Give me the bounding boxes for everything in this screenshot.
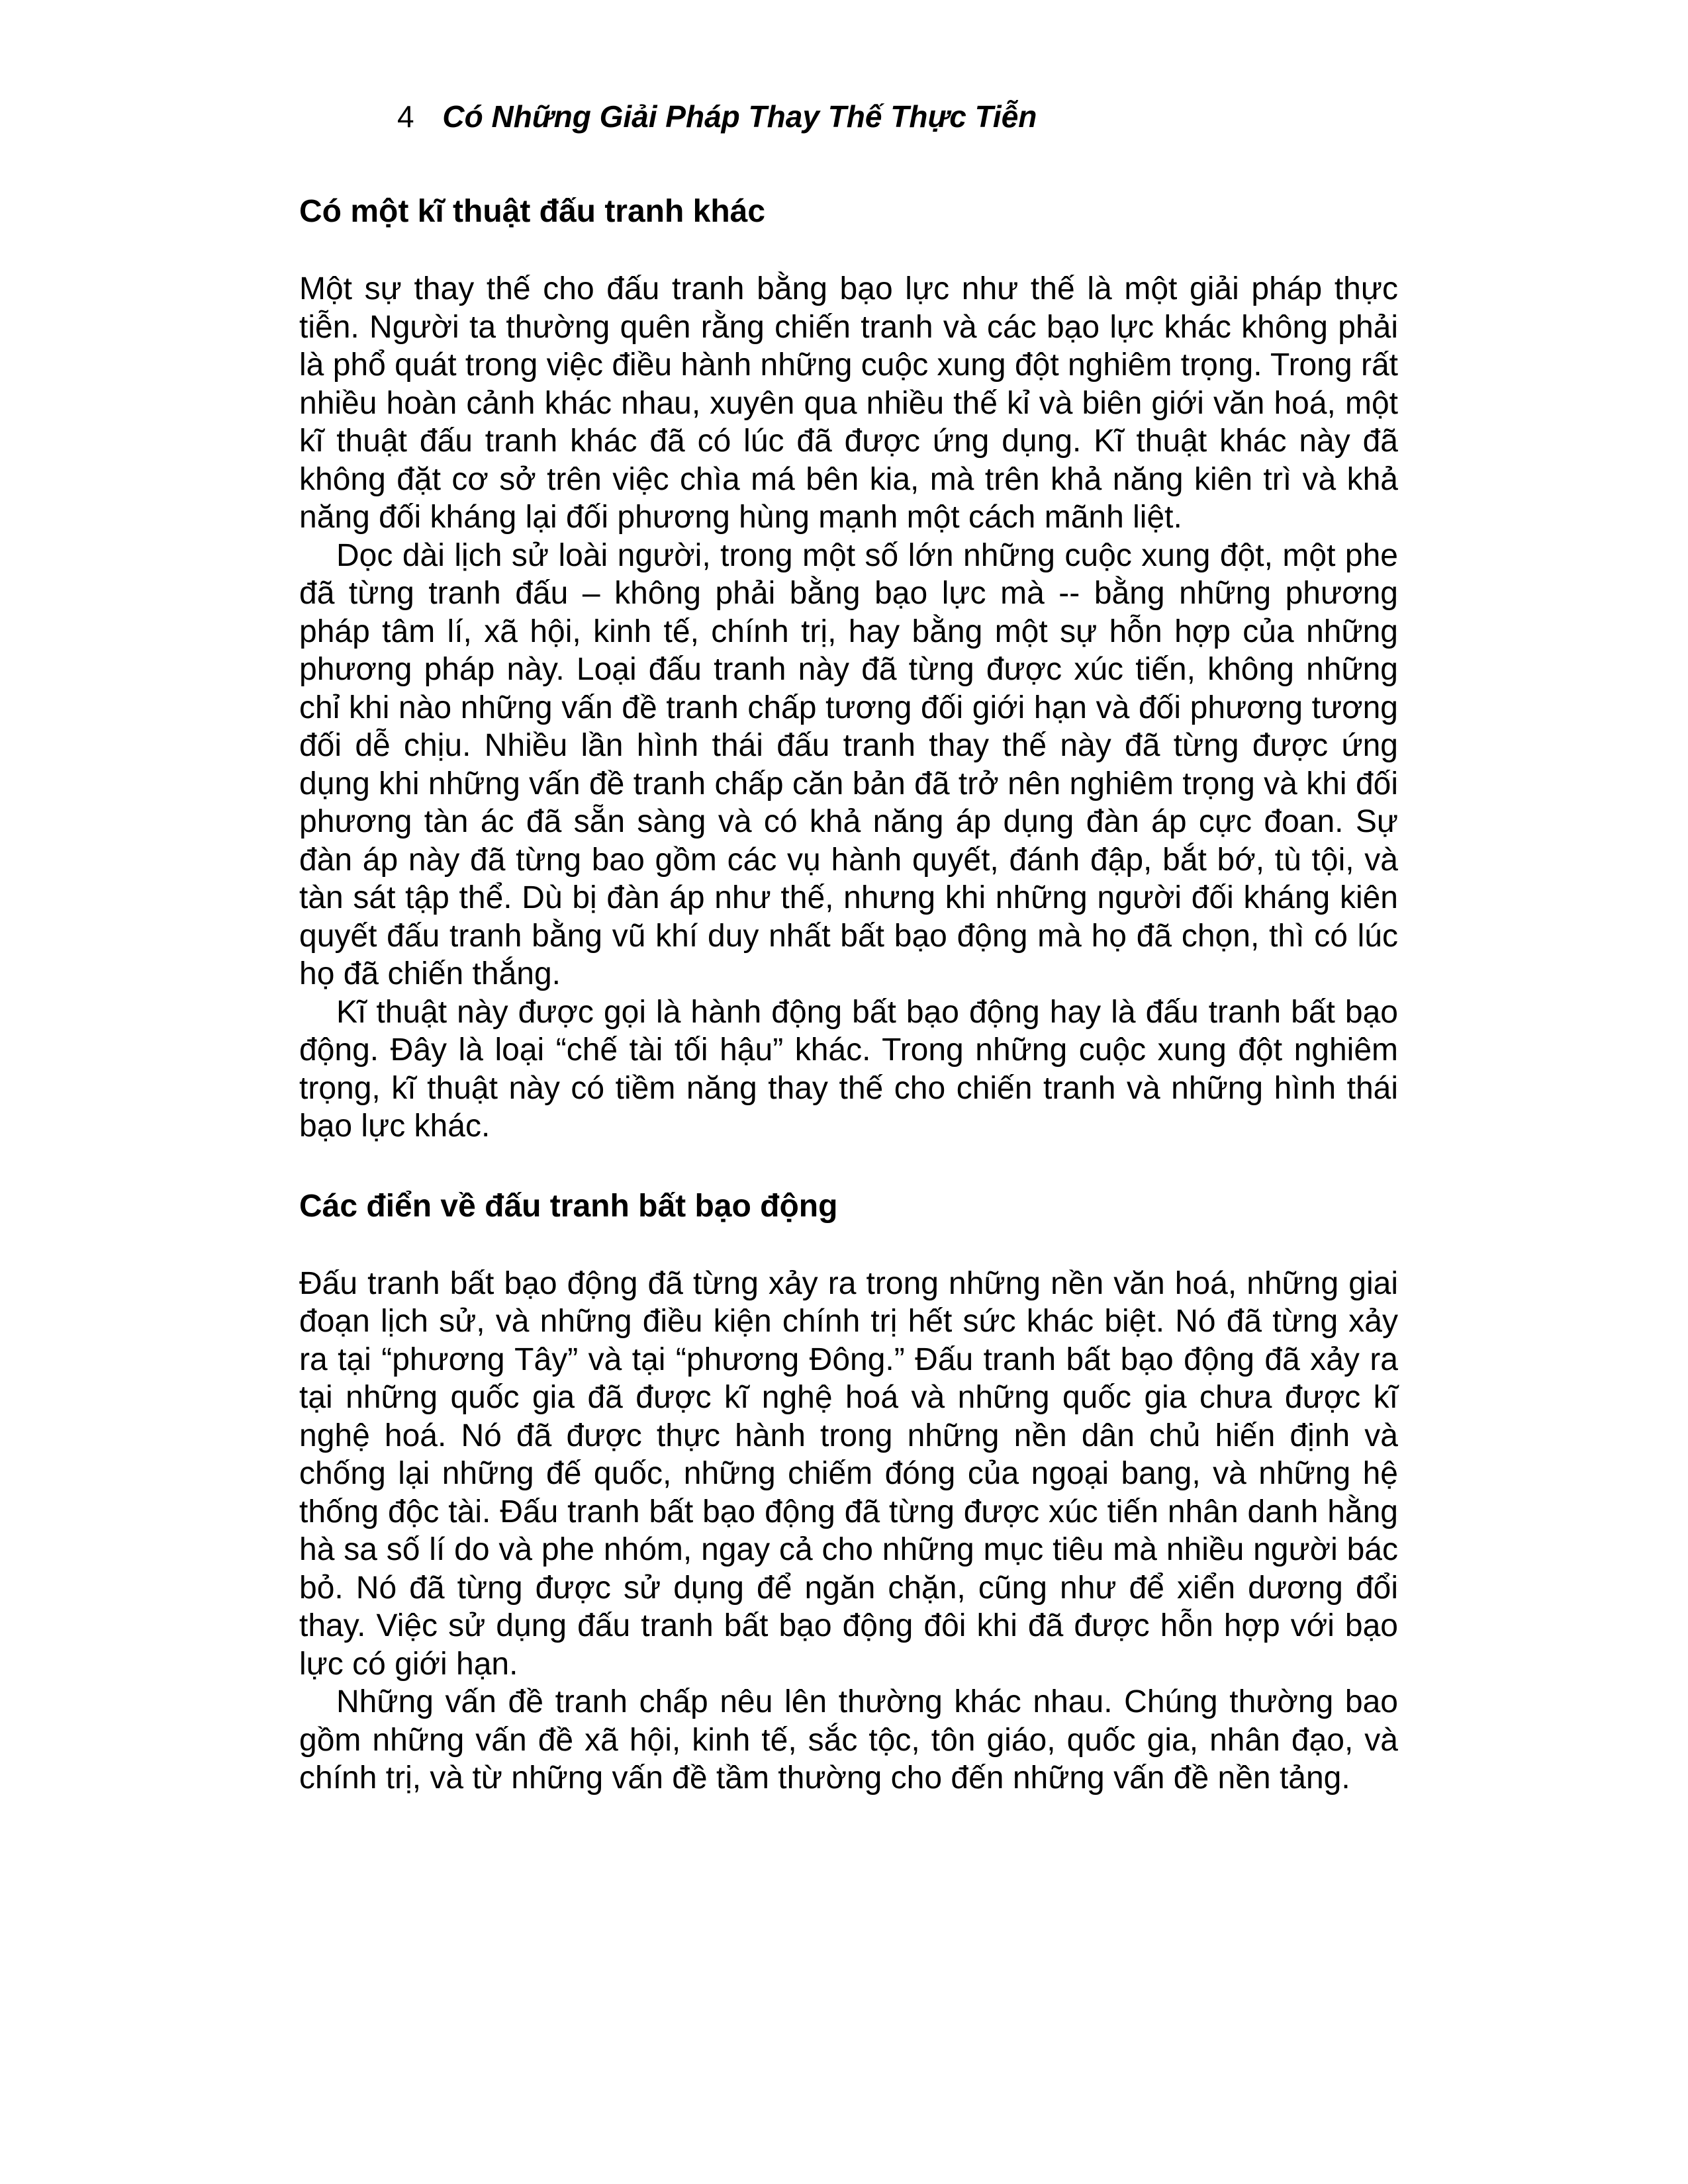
- running-header: [397, 98, 1037, 135]
- paragraph: Kĩ thuật này được gọi là hành động bất bạo động hay là đấu tranh bất bạo động. Đây là loại “chế tài tối hậu” khác. Trong những cuộc xung đột nghiêm trọng, kĩ thuật này có tiềm năng thay thế cho chiến tranh và những hình thái bạo lực khác.: [299, 994, 1398, 1144]
- book-title: Có Những Giải Pháp Thay Thế Thực Tiễn: [442, 99, 1037, 134]
- section-heading: Có một kĩ thuật đấu tranh khác: [299, 194, 766, 229]
- paragraph: Dọc dài lịch sử loài người, trong một số lớn những cuộc xung đột, một phe đã từng tranh đấu – không phải bằng bạo lực mà -- bằng những phương pháp tâm lí, xã hội, kinh tế, chính trị, hay bằng một sự hỗn hợp của những phương pháp này. Loại đấu tranh này đã từng được xúc tiến, không những chỉ khi nào những vấn đề tranh chấp tương đối giới hạn và đối phương tương đối dễ chịu. Nhiều lần hình thái đấu tranh thay thế này đã từng được ứng dụng khi những vấn đề tranh chấp căn bản đã trở nên nghiêm trọng và khi đối phương tàn ác đã sẵn sàng và có khả năng áp dụng đàn áp cực đoan. Sự đàn áp này đã từng bao gồm các vụ hành quyết, đánh đập, bắt bớ, tù tội, và tàn sát tập thể. Dù bị đàn áp như thế, nhưng khi những người đối kháng kiên quyết đấu tranh bằng vũ khí duy nhất bất bạo động mà họ đã chọn, thì có lúc họ đã chiến thắng.: [299, 537, 1398, 991]
- page-number: 4: [397, 99, 414, 134]
- section-heading: Các điển về đấu tranh bất bạo động: [299, 1188, 838, 1224]
- paragraph: Những vấn đề tranh chấp nêu lên thường khác nhau. Chúng thường bao gồm những vấn đề xã hội, kinh tế, sắc tộc, tôn giáo, quốc gia, nhân đạo, và chính trị, và từ những vấn đề tầm thường cho đến những vấn đề nền tảng.: [299, 1684, 1398, 1796]
- paragraph: Đấu tranh bất bạo động đã từng xảy ra trong những nền văn hoá, những giai đoạn lịch sử, và những điều kiện chính trị hết sức khác biệt. Nó đã từng xảy ra tại “phương Tây” và tại “phương Đông.” Đấu tranh bất bạo động đã xảy ra tại những quốc gia đã được kĩ nghệ hoá và những quốc gia chưa được kĩ nghệ hoá. Nó đã được thực hành trong những nền dân chủ hiến định và chống lại những đế quốc, những chiếm đóng của ngoại bang, và những hệ thống độc tài. Đấu tranh bất bạo động đã từng được xúc tiến nhân danh hằng hà sa số lí do và phe nhóm, ngay cả cho những mục tiêu mà nhiều người bác bỏ. Nó đã từng được sử dụng để ngăn chặn, cũng như để xiển dương đổi thay. Việc sử dụng đấu tranh bất bạo động đôi khi đã được hỗn hợp với bạo lực có giới hạn.: [299, 1265, 1398, 1682]
- page-body: [299, 192, 1398, 1797]
- paragraph: Một sự thay thế cho đấu tranh bằng bạo lực như thế là một giải pháp thực tiễn. Người ta thường quên rằng chiến tranh và các bạo lực khác không phải là phổ quát trong việc điều hành những cuộc xung đột nghiêm trọng. Trong rất nhiều hoàn cảnh khác nhau, xuyên qua nhiều thế kỉ và biên giới văn hoá, một kĩ thuật đấu tranh khác đã có lúc đã được ứng dụng. Kĩ thuật khác này đã không đặt cơ sở trên việc chìa má bên kia, mà trên khả năng kiên trì và khả năng đối kháng lại đối phương hùng mạnh một cách mãnh liệt.: [299, 271, 1398, 535]
